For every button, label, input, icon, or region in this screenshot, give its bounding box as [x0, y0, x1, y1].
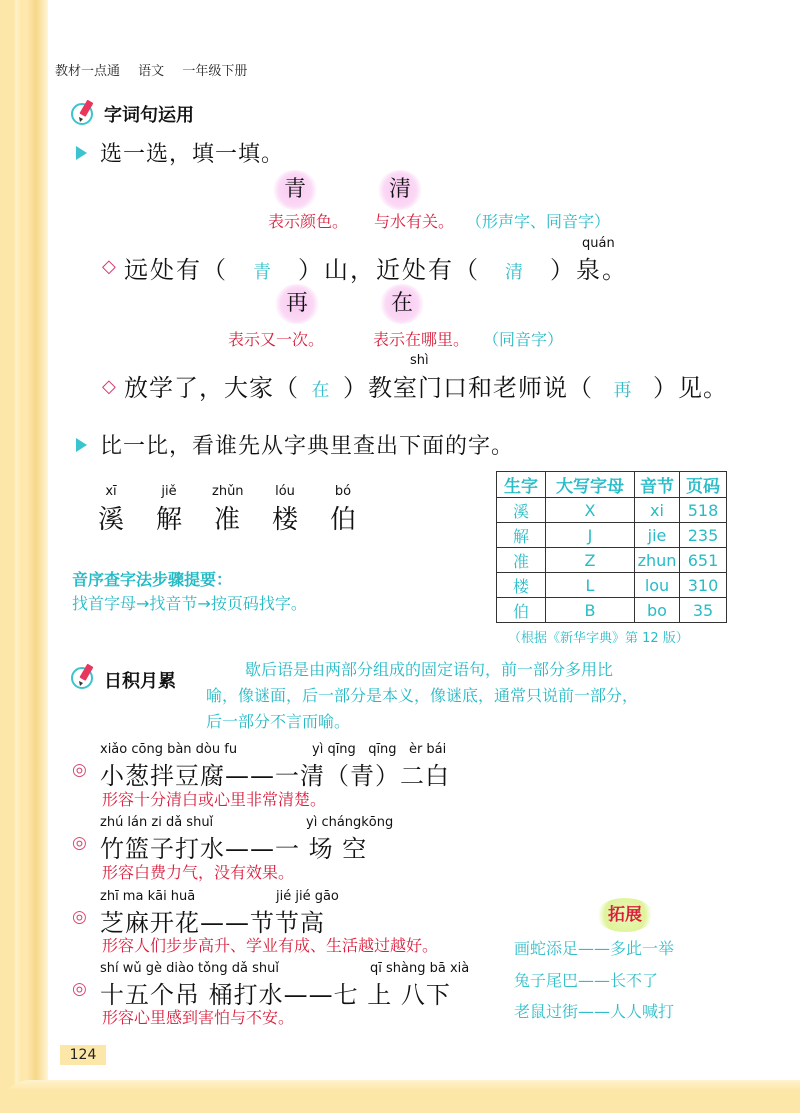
highlight-char-zai-at: 在	[380, 284, 424, 324]
idiom-note: 形容十分清白或心里非常清楚。	[102, 790, 327, 809]
table-cell: B	[546, 598, 635, 623]
answer-blank-4[interactable]: 再	[613, 380, 633, 401]
highlight-char-zai-again: 再	[275, 284, 319, 324]
triangle-bullet-icon	[76, 438, 87, 452]
note-zai-again: 表示又一次。	[228, 330, 325, 349]
idiom-note: 形容人们步步高升、学业有成、生活越过越好。	[102, 936, 439, 955]
table-cell: 溪	[497, 498, 546, 523]
tip-title: 音序查字法步骤提要：	[72, 570, 233, 589]
tip-body: 找首字母→找音节→按页码找字。	[72, 594, 307, 613]
answer-blank-3[interactable]: 在	[311, 380, 331, 401]
lookup-char-item	[154, 484, 184, 536]
note-qing-blue: 表示颜色。	[268, 212, 349, 231]
sentence-2	[124, 368, 728, 403]
table-cell: 310	[680, 573, 727, 598]
pencil-icon	[70, 662, 98, 690]
expand-item: 老鼠过街——人人喊打	[514, 1002, 675, 1021]
lookup-char-item	[96, 484, 126, 536]
lookup-char: 溪	[97, 505, 124, 535]
page-bottom-decoration	[0, 1080, 800, 1113]
table-cell: Z	[546, 548, 635, 573]
lookup-char: 伯	[329, 505, 356, 535]
table-header-row	[497, 472, 727, 498]
lookup-char-item	[270, 484, 300, 536]
answer-blank-1[interactable]: 青	[253, 262, 273, 283]
page-header	[55, 60, 261, 79]
idiom-pinyin-right: yì qīng qīng èr bái	[312, 742, 447, 757]
book-name: 教材一点通	[55, 64, 121, 79]
lookup-char: 楼	[271, 505, 298, 535]
table-row	[497, 498, 727, 523]
table-header: 页码	[680, 472, 727, 498]
table-cell: xi	[635, 498, 680, 523]
idiom-pinyin-left: zhī ma kāi huā	[100, 889, 196, 904]
answer-blank-2[interactable]: 清	[505, 262, 525, 283]
page-edge-decoration	[0, 0, 48, 1113]
grade-name: 一年级下册	[182, 64, 248, 79]
lookup-char-pinyin: bó	[334, 484, 352, 499]
expand-item: 兔子尾巴——长不了	[514, 971, 659, 990]
intro-line-2: 喻，像谜面，后一部分是本义，像谜底，通常只说前一部分，	[206, 686, 639, 705]
pinyin-quan: quán	[582, 236, 615, 251]
diamond-bullet-icon: ◇	[102, 256, 116, 277]
ring-bullet-icon: ◎	[72, 833, 87, 853]
page-number: 124	[60, 1045, 106, 1065]
dictionary-table	[496, 471, 727, 623]
ring-bullet-icon: ◎	[72, 760, 87, 780]
idiom-note: 形容白费力气，没有效果。	[102, 863, 295, 882]
lookup-char: 准	[213, 505, 240, 535]
table-cell: 651	[680, 548, 727, 573]
table-cell: 35	[680, 598, 727, 623]
table-cell: 235	[680, 523, 727, 548]
idiom-text: 十五个吊 桶打水——七 上 八下	[100, 981, 451, 1009]
idiom-text: 小葱拌豆腐——一清（青）二白	[100, 762, 450, 790]
table-row	[497, 598, 727, 623]
table-header: 生字	[497, 472, 546, 498]
idiom-pinyin-left: zhú lán zi dǎ shuǐ	[100, 815, 214, 830]
sentence-1	[124, 250, 628, 285]
section-title-word-usage: 字词句运用	[104, 105, 194, 126]
table-header: 音节	[635, 472, 680, 498]
expand-badge: 拓展	[596, 898, 654, 932]
section-title-daily-accumulation: 日积月累	[104, 671, 176, 692]
table-header: 大写字母	[546, 472, 635, 498]
table-cell: bo	[635, 598, 680, 623]
table-row	[497, 523, 727, 548]
pinyin-shi: shì	[410, 353, 429, 368]
exercise2-instruction: 比一比，看谁先从字典里查出下面的字。	[100, 434, 515, 459]
ring-bullet-icon: ◎	[72, 979, 87, 999]
table-cell: lou	[635, 573, 680, 598]
idiom-text: 竹篮子打水——一 场 空	[100, 835, 368, 863]
table-row	[497, 548, 727, 573]
table-cell: X	[546, 498, 635, 523]
table-cell: J	[546, 523, 635, 548]
table-cell: zhun	[635, 548, 680, 573]
idiom-note: 形容心里感到害怕与不安。	[102, 1008, 295, 1027]
sentence-1-part2: ）山，近处有（	[298, 256, 480, 284]
idiom-pinyin-left: xiǎo cōng bàn dòu fu	[100, 742, 238, 757]
note-qing-clear: 与水有关。	[374, 212, 455, 231]
lookup-char-pinyin: zhǔn	[212, 484, 244, 499]
table-cell: 518	[680, 498, 727, 523]
sentence-2-part3: ）见。	[653, 374, 728, 402]
highlight-char-qing-blue: 青	[273, 170, 317, 210]
pencil-icon	[70, 98, 98, 126]
lookup-char-item	[212, 484, 242, 536]
idiom-pinyin-right: qī shàng bā xià	[370, 961, 470, 976]
lookup-chars	[96, 484, 366, 534]
exercise1-instruction: 选一选，填一填。	[100, 142, 285, 167]
intro-line-1: 歇后语是由两部分组成的固定语句，前一部分多用比	[245, 660, 614, 679]
table-cell: L	[546, 573, 635, 598]
table-row	[497, 573, 727, 598]
idiom-text: 芝麻开花——节节高	[100, 909, 325, 937]
note-zai-at: 表示在哪里。	[373, 330, 470, 349]
lookup-char: 解	[155, 505, 182, 535]
table-cell: 伯	[497, 598, 546, 623]
table-cell: 楼	[497, 573, 546, 598]
subject-name: 语文	[138, 64, 165, 79]
sentence-1-part3: ）泉。	[550, 256, 628, 284]
sentence-2-part1: 放学了，大家（	[124, 374, 299, 402]
idiom-pinyin-left: shí wǔ gè diào tǒng dǎ shuǐ	[100, 961, 279, 976]
table-cell: jie	[635, 523, 680, 548]
table-source-note: （根据《新华字典》第 12 版）	[508, 631, 689, 646]
sentence-1-part1: 远处有（	[124, 256, 228, 284]
idiom-pinyin-right: yì chángkōng	[306, 815, 394, 830]
intro-line-3: 后一部分不言而喻。	[206, 712, 351, 731]
highlight-char-qing-clear: 清	[378, 170, 422, 210]
lookup-char-pinyin: lóu	[275, 484, 295, 499]
triangle-bullet-icon	[76, 146, 87, 160]
ring-bullet-icon: ◎	[72, 907, 87, 927]
lookup-char-item	[328, 484, 358, 536]
table-cell: 解	[497, 523, 546, 548]
lookup-char-pinyin: xī	[105, 484, 117, 499]
diamond-bullet-icon: ◇	[102, 376, 116, 397]
note-char-type-2: （同音字）	[483, 330, 564, 349]
expand-item: 画蛇添足——多此一举	[514, 939, 675, 958]
sentence-2-part2: ）教室门口和老师说（	[343, 374, 593, 402]
note-char-type-1: （形声字、同音字）	[466, 212, 611, 231]
lookup-char-pinyin: jiě	[161, 484, 177, 499]
table-cell: 准	[497, 548, 546, 573]
idiom-pinyin-right: jié jié gāo	[276, 889, 339, 904]
